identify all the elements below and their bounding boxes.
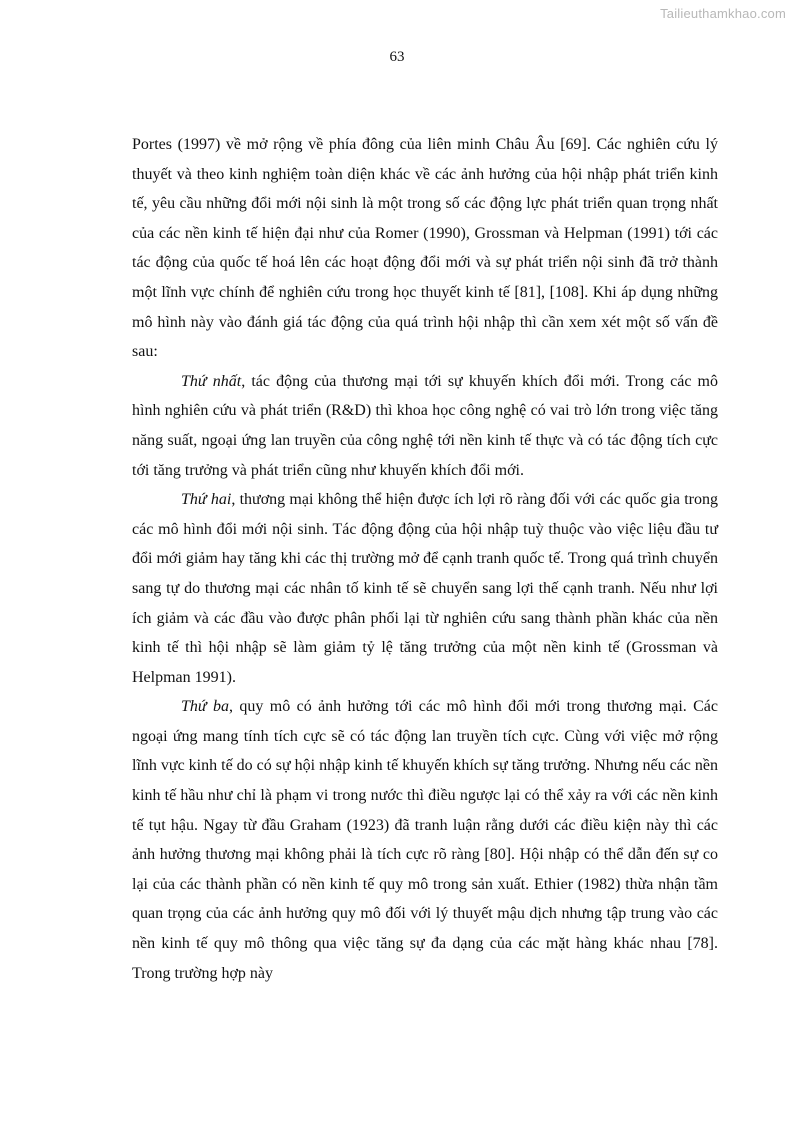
- paragraph-lead: Thứ nhất: [181, 372, 242, 390]
- paragraph-thu-ba: [132, 692, 718, 988]
- paragraph-text: Portes (1997) về mở rộng về phía đông của liên minh Châu Âu [69]. Các nghiên cứu lý thuyết và theo kinh nghiệm toàn diện khác về các ảnh hưởng của hội nhập phát triển kinh tế, yêu cầu những đổi mới nội sinh là một trong số các động lực phát triển quan trọng nhất của các nền kinh tế hiện đại như của Romer (1990), Grossman và Helpman (1991) tới các tác động của quốc tế hoá lên các hoạt động đổi mới và sự phát triển nội sinh đã trở thành một lĩnh vực chính để nghiên cứu trong học thuyết kinh tế [81], [108]. Khi áp dụng những mô hình này vào đánh giá tác động của quá trình hội nhập thì cần xem xét một số vấn đề sau:: [132, 136, 718, 361]
- paragraph-text: , quy mô có ảnh hưởng tới các mô hình đổi mới trong thương mại. Các ngoại ứng mang tính tích cực sẽ có tác động lan truyền tích cực. Cùng với việc mở rộng lĩnh vực kinh tế do có sự hội nhập kinh tế khuyến khích sự tăng trưởng. Nhưng nếu các nền kinh tế hầu như chỉ là phạm vi trong nước thì điều ngược lại có thể xảy ra với các nền kinh tế tụt hậu. Ngay từ đầu Graham (1923) đã tranh luận rằng dưới các điều kiện này thì các ảnh hưởng thương mại không phải là tích cực rõ ràng [80]. Hội nhập có thể dẫn đến sự co lại của các thành phần có nền kinh tế quy mô trong sản xuất. Ethier (1982) thừa nhận tầm quan trọng của các ảnh hưởng quy mô đối với lý thuyết mậu dịch nhưng tập trung vào các nền kinh tế quy mô thông qua việc tăng sự đa dạng của các mặt hàng khác nhau [78]. Trong trường hợp này: [132, 698, 719, 982]
- body-text: [132, 130, 718, 988]
- paragraph-lead: Thứ ba: [181, 698, 230, 716]
- watermark: Tailieuthamkhao.com: [660, 6, 786, 21]
- paragraph-lead: Thứ hai: [181, 491, 232, 509]
- paragraph-thu-nhat: [132, 367, 718, 485]
- paragraph-thu-hai: [132, 485, 718, 692]
- paragraph-text: , tác động của thương mại tới sự khuyến khích đổi mới. Trong các mô hình nghiên cứu và phát triển (R&D) thì khoa học công nghệ có vai trò lớn trong việc tăng năng suất, ngoại ứng lan truyền của công nghệ tới nền kinh tế thực và có tác động tích cực tới tăng trưởng và phát triển cũng như khuyến khích đổi mới.: [132, 372, 718, 479]
- paragraph-continuation: [132, 130, 718, 367]
- paragraph-text: , thương mại không thể hiện được ích lợi rõ ràng đối với các quốc gia trong các mô hình đổi mới nội sinh. Tác động động của hội nhập tuỳ thuộc vào việc liệu đầu tư đổi mới giảm hay tăng khi các thị trường mở để cạnh tranh quốc tế. Trong quá trình chuyển sang tự do thương mại các nhân tố kinh tế sẽ chuyển sang lợi thế cạnh tranh. Nếu như lợi ích giảm và các đầu vào được phân phối lại từ nghiên cứu sang thành phần khác của nền kinh tế thì hội nhập sẽ làm giảm tỷ lệ tăng trưởng của một nền kinh tế (Grossman và Helpman 1991).: [132, 491, 718, 686]
- page-number: 63: [389, 49, 405, 65]
